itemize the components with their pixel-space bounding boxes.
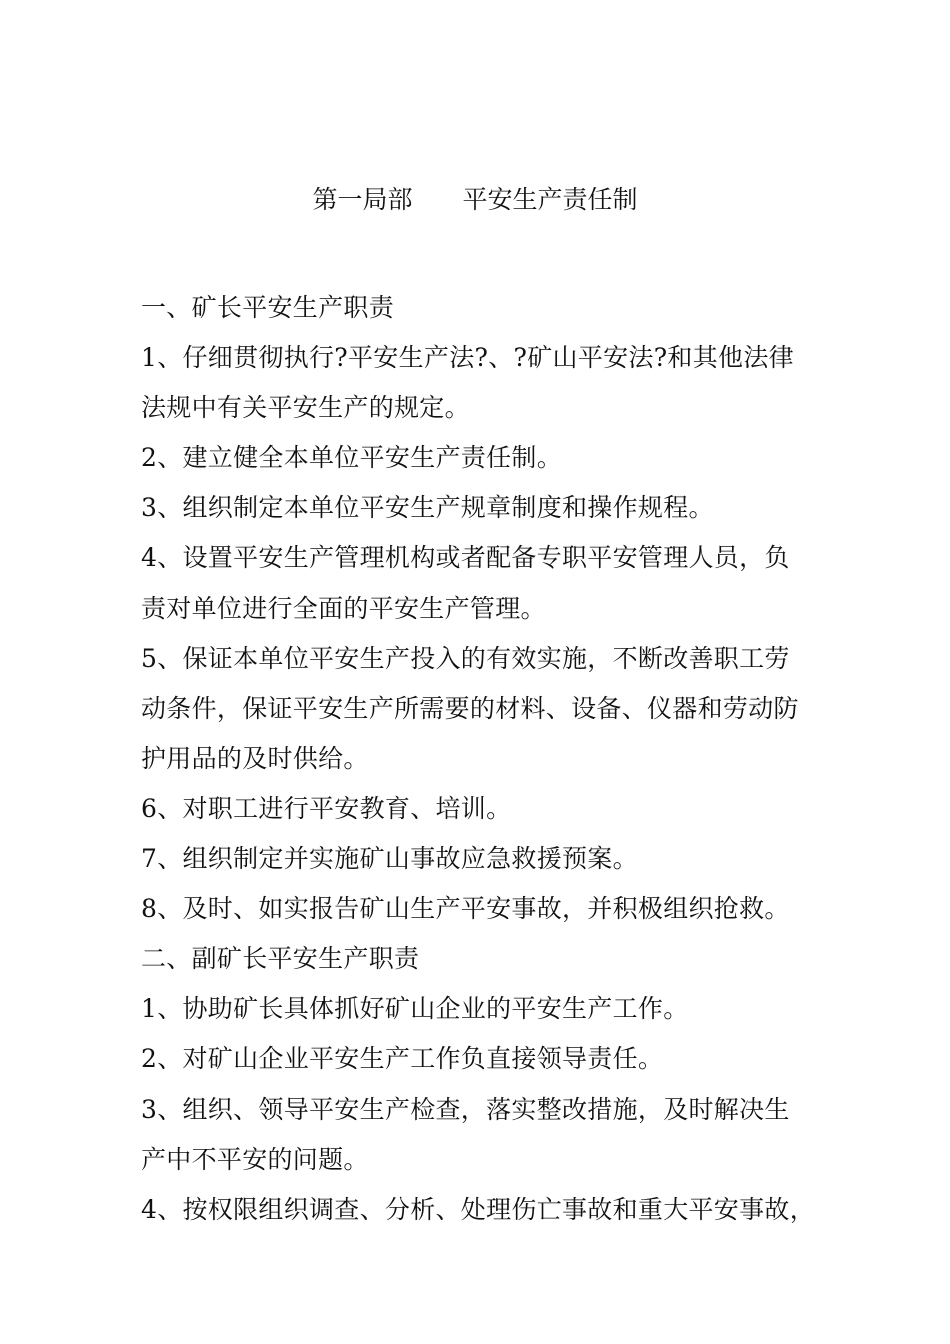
body-line: 3、组织、领导平安生产检查，落实整改措施，及时解决生: [141, 1094, 790, 1124]
body-line: 1、仔细贯彻执行?平安生产法?、?矿山平安法?和其他法律: [141, 343, 794, 373]
document-body: [141, 283, 831, 1235]
body-line: 产中不平安的问题。: [141, 1144, 369, 1174]
body-line: 护用品的及时供给。: [141, 743, 369, 773]
body-line: 动条件，保证平安生产所需要的材料、设备、仪器和劳动防: [141, 693, 799, 723]
body-line: 6、对职工进行平安教育、培训。: [141, 793, 512, 823]
body-line: 1、协助矿长具体抓好矿山企业的平安生产工作。: [141, 994, 689, 1024]
body-line: 2、建立健全本单位平安生产责任制。: [141, 443, 563, 473]
body-line: 7、组织制定并实施矿山事故应急救援预案。: [141, 844, 638, 874]
body-line: 4、按权限组织调查、分析、处理伤亡事故和重大平安事故，: [141, 1194, 816, 1224]
body-line: 5、保证本单位平安生产投入的有效实施，不断改善职工劳: [141, 643, 790, 673]
body-line: 法规中有关平安生产的规定。: [141, 393, 470, 423]
body-line: 2、对矿山企业平安生产工作负直接领导责任。: [141, 1044, 664, 1074]
body-line: 8、及时、如实报告矿山生产平安事故，并积极组织抢救。: [141, 894, 790, 924]
body-line: 责对单位进行全面的平安生产管理。: [141, 593, 546, 623]
section-heading: 二、副矿长平安生产职责: [141, 944, 420, 974]
body-line: 3、组织制定本单位平安生产规章制度和操作规程。: [141, 493, 714, 523]
body-line: 4、设置平安生产管理机构或者配备专职平安管理人员，负: [141, 543, 790, 573]
section-heading: 一、矿长平安生产职责: [141, 293, 395, 322]
document-title: 第一局部 平安生产责任制: [312, 185, 638, 214]
